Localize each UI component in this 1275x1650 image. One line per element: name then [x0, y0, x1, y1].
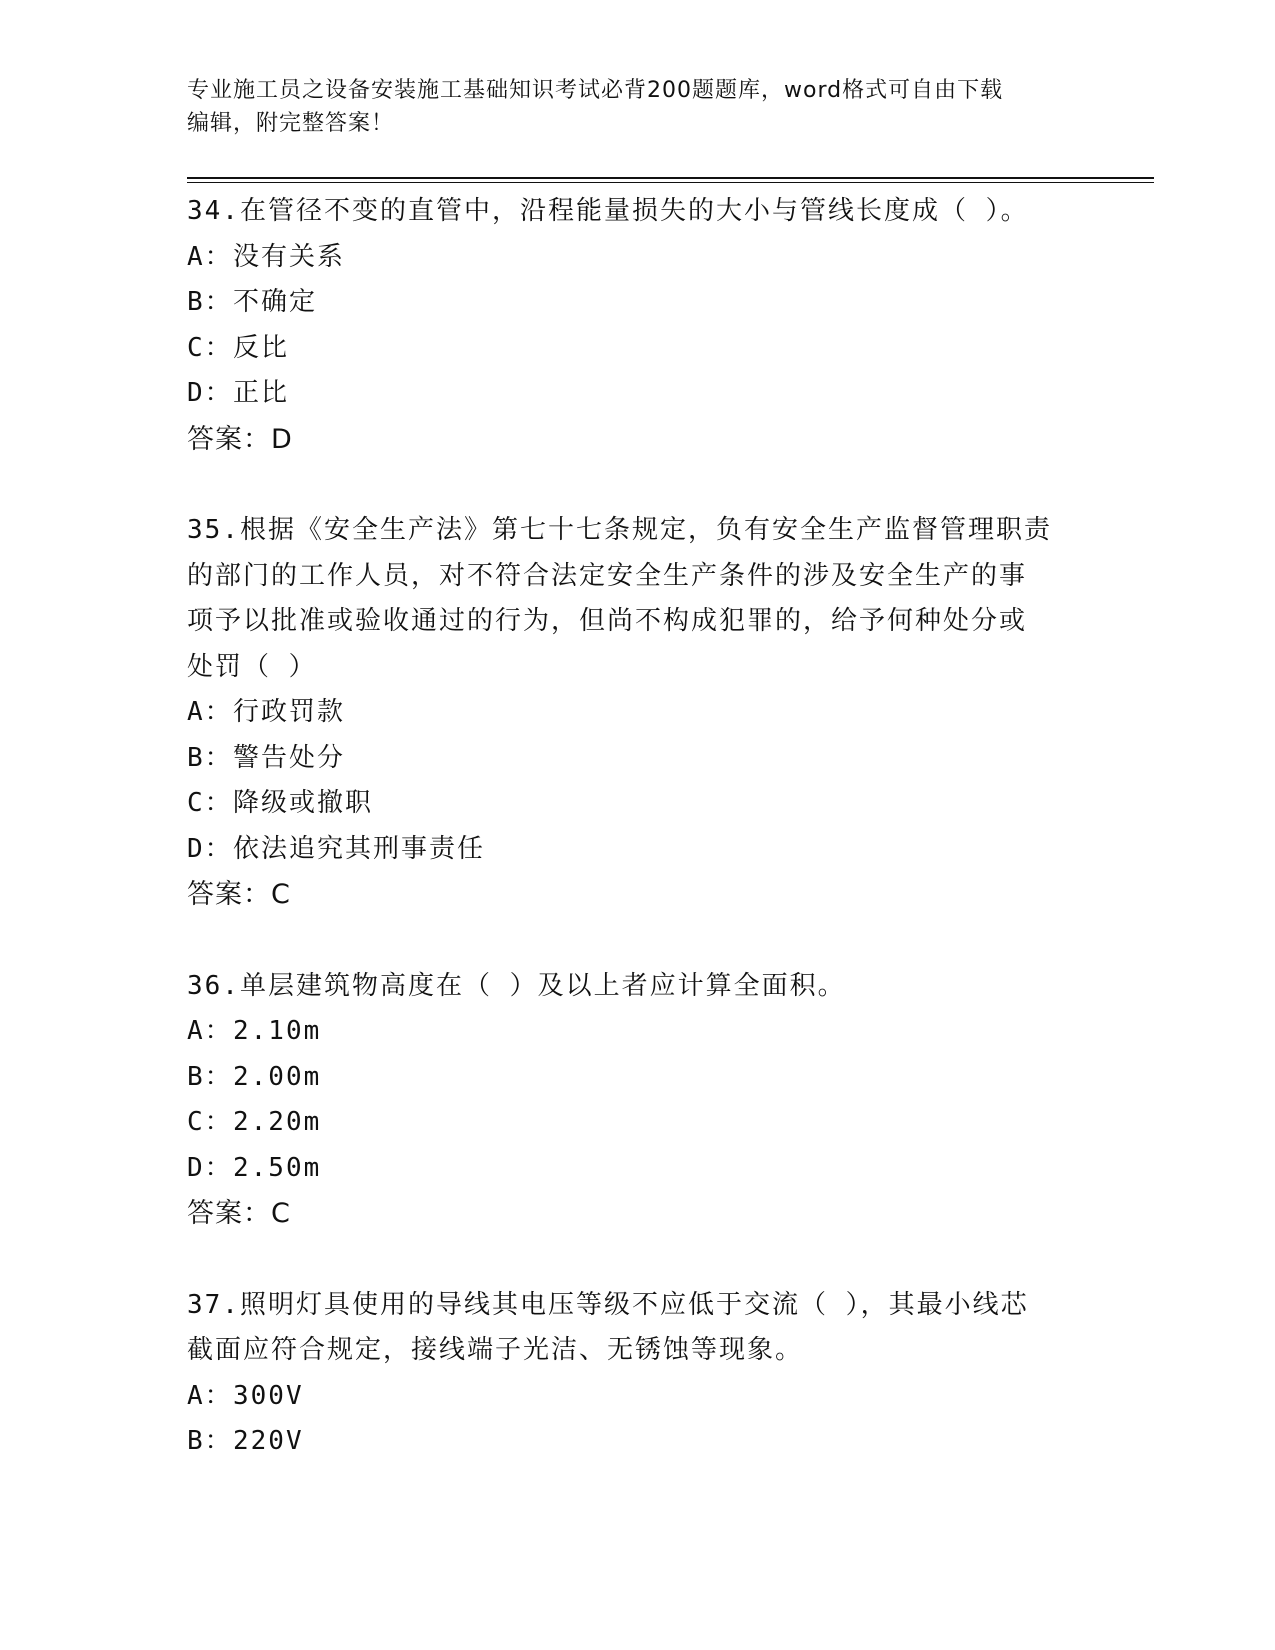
option-text: 300V — [233, 1380, 304, 1411]
question-stem: 34.在管径不变的直管中，沿程能量损失的大小与管线长度成（ ）。 — [187, 196, 1029, 226]
question-34 — [187, 189, 1087, 462]
answer-line: 答案：C — [187, 879, 291, 910]
option-key: A： — [187, 1016, 233, 1046]
question-36 — [187, 964, 1087, 1237]
option-key: C： — [187, 332, 233, 363]
option-text: 不确定 — [233, 287, 318, 317]
option-text: 220V — [233, 1426, 304, 1456]
question-37 — [187, 1283, 1087, 1465]
option-b — [187, 280, 1087, 326]
option-text: 2.20m — [233, 1107, 322, 1137]
option-d — [187, 371, 1087, 417]
option-a — [187, 1009, 1087, 1055]
option-text: 2.00m — [233, 1061, 322, 1092]
option-text: 2.10m — [233, 1016, 322, 1046]
option-b — [187, 1419, 1087, 1465]
option-c — [187, 326, 1087, 372]
option-b — [187, 1055, 1087, 1101]
option-key: A： — [187, 697, 233, 727]
option-c — [187, 781, 1087, 827]
option-d — [187, 827, 1087, 873]
question-stem-line: 截面应符合规定，接线端子光洁、无锈蚀等现象。 — [187, 1335, 804, 1365]
option-b — [187, 736, 1087, 782]
header-line-1: 专业施工员之设备安装施工基础知识考试必背200题题库，word格式可自由下载 — [187, 78, 1004, 103]
option-key: D： — [187, 1152, 233, 1183]
option-text: 没有关系 — [233, 241, 346, 272]
option-key: D： — [187, 833, 233, 864]
option-key: B： — [187, 287, 233, 317]
option-text: 降级或撤职 — [233, 788, 374, 818]
option-key: B： — [187, 1061, 233, 1092]
option-c — [187, 1100, 1087, 1146]
header-line-2: 编辑，附完整答案！ — [187, 111, 395, 136]
option-text: 警告处分 — [233, 742, 346, 773]
question-list — [187, 189, 1087, 1511]
option-key: B： — [187, 742, 233, 773]
question-stem-line: 项予以批准或验收通过的行为，但尚不构成犯罪的，给予何种处分或 — [187, 606, 1028, 636]
question-35 — [187, 508, 1087, 918]
option-a — [187, 690, 1087, 736]
header-divider-thin — [187, 182, 1154, 183]
option-text: 反比 — [233, 332, 290, 363]
question-stem-line: 35.根据《安全生产法》第七十七条规定，负有安全生产监督管理职责 — [187, 515, 1052, 545]
option-text: 2.50m — [233, 1152, 322, 1183]
question-stem: 36.单层建筑物高度在（ ）及以上者应计算全面积。 — [187, 970, 846, 1001]
option-key: D： — [187, 378, 233, 408]
option-key: A： — [187, 1380, 233, 1411]
option-a — [187, 235, 1087, 281]
option-key: C： — [187, 788, 233, 818]
document-header — [187, 74, 1067, 140]
option-key: C： — [187, 1107, 233, 1137]
question-stem-line: 的部门的工作人员，对不符合法定安全生产条件的涉及安全生产的事 — [187, 560, 1028, 591]
option-key: B： — [187, 1426, 233, 1456]
option-text: 正比 — [233, 378, 290, 408]
answer-line: 答案：D — [187, 423, 293, 455]
header-divider-thick — [187, 177, 1154, 179]
option-key: A： — [187, 241, 233, 272]
question-stem-line: 37.照明灯具使用的导线其电压等级不应低于交流（ ），其最小线芯 — [187, 1289, 1029, 1320]
option-text: 依法追究其刑事责任 — [233, 833, 486, 864]
option-d — [187, 1146, 1087, 1192]
question-stem-line: 处罚（ ） — [187, 651, 317, 682]
option-text: 行政罚款 — [233, 697, 346, 727]
answer-line: 答案：C — [187, 1198, 291, 1229]
option-a — [187, 1374, 1087, 1420]
